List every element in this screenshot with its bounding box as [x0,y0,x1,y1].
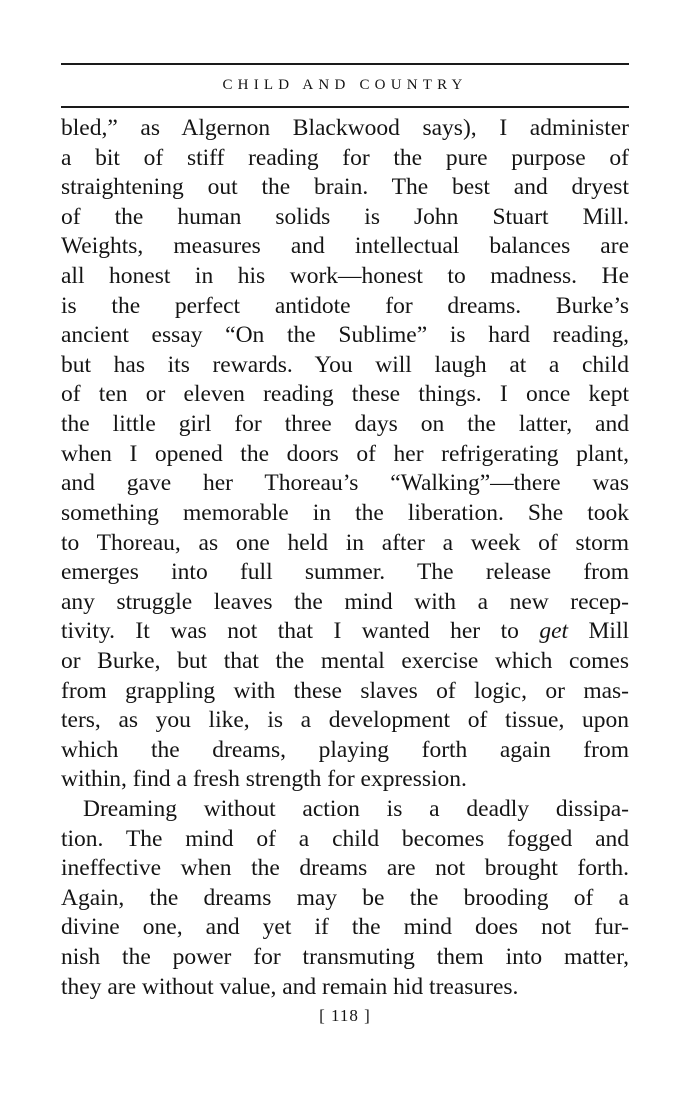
text-line [61,765,629,795]
text-segment: which the dreams, playing forth again from [61,736,629,763]
text-segment: straightening out the brain. The best and dryest [61,174,629,201]
text-segment: Dreaming without action is a deadly dissipa- [83,796,629,823]
text-segment: Again, the dreams may be the brooding of a [61,884,629,911]
text-segment: or Burke, but that the mental exercise which comes [61,647,629,674]
header-rule-top [61,63,629,65]
text-line [61,469,629,499]
text-line [61,351,629,381]
text-line [61,144,629,174]
text-line [61,854,629,884]
text-line [61,617,629,647]
text-line [61,706,629,736]
text-line [61,173,629,203]
header-rule-bottom [61,106,629,108]
text-segment: to Thoreau, as one held in after a week of storm [61,529,629,556]
text-segment: but has its rewards. You will laugh at a child [61,351,629,378]
text-line [61,292,629,322]
text-line [61,795,629,825]
text-segment: within, find a fresh strength for expression. [61,766,467,793]
page-number: [ 118 ] [319,1006,371,1025]
text-line [61,588,629,618]
text-segment: any struggle leaves the mind with a new recep- [61,588,629,615]
text-segment: of ten or eleven reading these things. I once kept [61,381,629,408]
text-segment: divine one, and yet if the mind does not fur- [61,914,629,941]
text-line [61,943,629,973]
text-line [61,973,629,1003]
text-segment: nish the power for transmuting them into matter, [61,944,629,971]
body-text [61,114,629,1002]
italic-word: get [539,618,569,645]
text-line [61,262,629,292]
text-segment: all honest in his work—honest to madness. He [61,263,629,290]
text-line [61,529,629,559]
running-head: CHILD AND COUNTRY [222,77,468,93]
text-segment: ineffective when the dreams are not brought forth. [61,855,629,882]
text-segment: the little girl for three days on the latter, and [61,411,629,438]
text-segment: when I opened the doors of her refrigerating plant, [61,440,629,467]
text-line [61,114,629,144]
text-line [61,410,629,440]
text-segment: they are without value, and remain hid treasures. [61,973,519,1000]
text-line [61,232,629,262]
text-segment: Mill [568,618,629,645]
text-line [61,499,629,529]
text-line [61,647,629,677]
text-segment: tion. The mind of a child becomes fogged and [61,825,629,852]
text-segment: of the human solids is John Stuart Mill. [61,203,629,230]
text-segment: emerges into full summer. The release from [61,559,629,586]
text-line [61,884,629,914]
text-segment: ancient essay “On the Sublime” is hard reading, [61,322,629,349]
text-segment: from grappling with these slaves of logic, or mas- [61,677,629,704]
text-segment: ters, as you like, is a development of tissue, upon [61,707,629,734]
book-page [61,0,629,1100]
text-line [61,203,629,233]
text-segment: bled,” as Algernon Blackwood says), I administer [61,115,629,141]
text-segment: is the perfect antidote for dreams. Burke’s [61,292,629,319]
text-segment: and gave her Thoreau’s “Walking”—there was [61,470,629,497]
text-segment: a bit of stiff reading for the pure purpose of [61,144,629,171]
text-line [61,321,629,351]
text-line [61,380,629,410]
text-segment: tivity. It was not that I wanted her to [61,618,540,645]
text-line [61,440,629,470]
text-line [61,913,629,943]
text-line [61,825,629,855]
text-line [61,677,629,707]
text-segment: something memorable in the liberation. She took [61,499,629,526]
text-segment: Weights, measures and intellectual balances are [61,233,629,260]
text-line [61,558,629,588]
text-line [61,736,629,766]
